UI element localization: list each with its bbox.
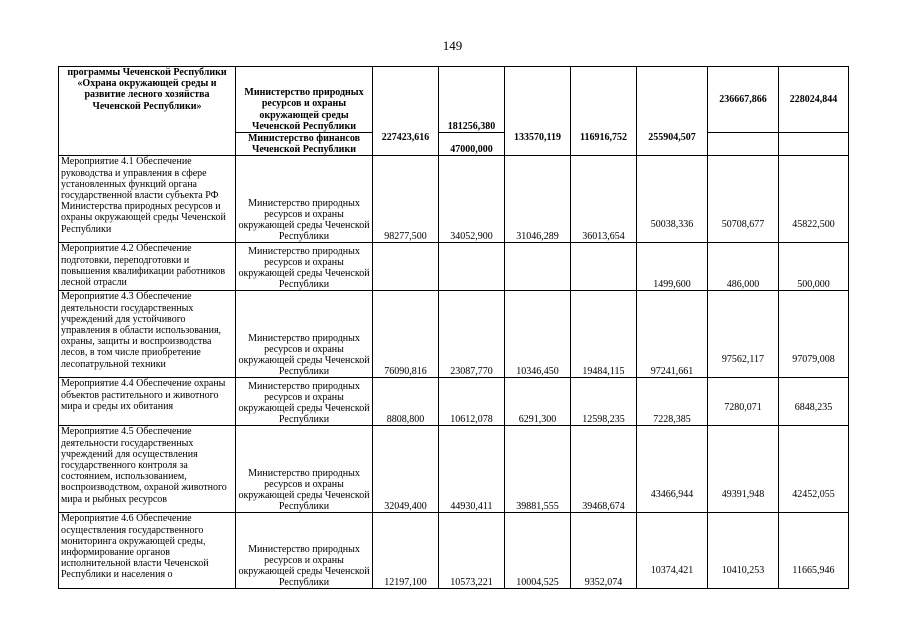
value-cell: 98277,500: [373, 156, 439, 243]
value-cell: 133570,119: [505, 67, 571, 156]
table-row: [59, 67, 849, 133]
executor-cell: Министерство природных ресурсов и охраны окружающей среды Чеченской Республики: [236, 378, 373, 426]
value-cell: 97562,117: [708, 291, 779, 378]
measure-description: Мероприятие 4.1 Обеспечение руководства и управления в сфере установленных функций органа государственной власти субъекта РФ Министерства природных ресурсов и охраны окружающей среды Чеченской Республики: [59, 156, 236, 243]
value-cell: 50038,336: [637, 156, 708, 243]
value-cell: 97241,661: [637, 291, 708, 378]
executor-cell: Министерство природных ресурсов и охраны окружающей среды Чеченской Республики: [236, 67, 373, 133]
value-cell: 47000,000: [439, 133, 505, 156]
value-cell: 1499,600: [637, 243, 708, 291]
value-cell: 7228,385: [637, 378, 708, 426]
value-cell: 228024,844: [779, 67, 849, 133]
budget-table: [58, 66, 849, 589]
value-cell: 255904,507: [637, 67, 708, 156]
empty-cell: [708, 133, 779, 156]
value-cell: 6848,235: [779, 378, 849, 426]
executor-cell: Министерство природных ресурсов и охраны окружающей среды Чеченской Республики: [236, 291, 373, 378]
measure-description: Мероприятие 4.5 Обеспечение деятельности государственных учреждений для осуществления государственного контроля за состоянием, использованием, воспроизводством, охраной животного мира и рыбных ресурсов: [59, 426, 236, 513]
value-cell: 10612,078: [439, 378, 505, 426]
value-cell: 45822,500: [779, 156, 849, 243]
value-cell: 8808,800: [373, 378, 439, 426]
value-cell: 11665,946: [779, 513, 849, 589]
table-row: [59, 426, 849, 513]
value-cell: 10573,221: [439, 513, 505, 589]
value-cell: [439, 243, 505, 291]
value-cell: 36013,654: [571, 156, 637, 243]
page-number: 149: [442, 38, 463, 53]
table-row: [59, 513, 849, 589]
value-cell: 34052,900: [439, 156, 505, 243]
value-cell: [505, 243, 571, 291]
value-cell: 39881,555: [505, 426, 571, 513]
value-cell: 12598,235: [571, 378, 637, 426]
value-cell: 7280,071: [708, 378, 779, 426]
value-cell: 10374,421: [637, 513, 708, 589]
executor-cell: Министерство природных ресурсов и охраны окружающей среды Чеченской Республики: [236, 513, 373, 589]
value-cell: 6291,300: [505, 378, 571, 426]
value-cell: 39468,674: [571, 426, 637, 513]
measure-description: Мероприятие 4.3 Обеспечение деятельности государственных учреждений для устойчивого управления в области использования, охраны, защиты и воспроизводства лесов, в том числе приобретение лесопатрульной техники: [59, 291, 236, 378]
empty-cell: [779, 133, 849, 156]
value-cell: 76090,816: [373, 291, 439, 378]
value-cell: 97079,008: [779, 291, 849, 378]
value-cell: 9352,074: [571, 513, 637, 589]
table-row: [59, 156, 849, 243]
value-cell: 500,000: [779, 243, 849, 291]
value-cell: 181256,380: [439, 67, 505, 133]
value-cell: 486,000: [708, 243, 779, 291]
table-row: [59, 243, 849, 291]
value-cell: 32049,400: [373, 426, 439, 513]
value-cell: 19484,115: [571, 291, 637, 378]
measure-description: Мероприятие 4.6 Обеспечение осуществления государственного мониторинга окружающей среды, информирование органов исполнительной власти Чеченской Республики и населения о: [59, 513, 236, 589]
program-title-cell: программы Чеченской Республики «Охрана окружающей среды и развитие лесного хозяйства Чеченской Республики»: [59, 67, 236, 156]
value-cell: 12197,100: [373, 513, 439, 589]
table-row: [59, 378, 849, 426]
executor-cell: Министерство природных ресурсов и охраны окружающей среды Чеченской Республики: [236, 426, 373, 513]
value-cell: 10004,525: [505, 513, 571, 589]
value-cell: 236667,866: [708, 67, 779, 133]
value-cell: 227423,616: [373, 67, 439, 156]
value-cell: 43466,944: [637, 426, 708, 513]
value-cell: 23087,770: [439, 291, 505, 378]
value-cell: 31046,289: [505, 156, 571, 243]
value-cell: [373, 243, 439, 291]
value-cell: [571, 243, 637, 291]
value-cell: 116916,752: [571, 67, 637, 156]
measure-description: Мероприятие 4.2 Обеспечение подготовки, переподготовки и повышения квалификации работников лесной отрасли: [59, 243, 236, 291]
value-cell: 44930,411: [439, 426, 505, 513]
executor-cell: Министерство природных ресурсов и охраны окружающей среды Чеченской Республики: [236, 156, 373, 243]
executor-cell: Министерство финансов Чеченской Республики: [236, 133, 373, 156]
value-cell: 10410,253: [708, 513, 779, 589]
table-row: [59, 291, 849, 378]
value-cell: 10346,450: [505, 291, 571, 378]
value-cell: 49391,948: [708, 426, 779, 513]
value-cell: 50708,677: [708, 156, 779, 243]
measure-description: Мероприятие 4.4 Обеспечение охраны объектов растительного и животного мира и среды их обитания: [59, 378, 236, 426]
executor-cell: Министерство природных ресурсов и охраны окружающей среды Чеченской Республики: [236, 243, 373, 291]
value-cell: 42452,055: [779, 426, 849, 513]
